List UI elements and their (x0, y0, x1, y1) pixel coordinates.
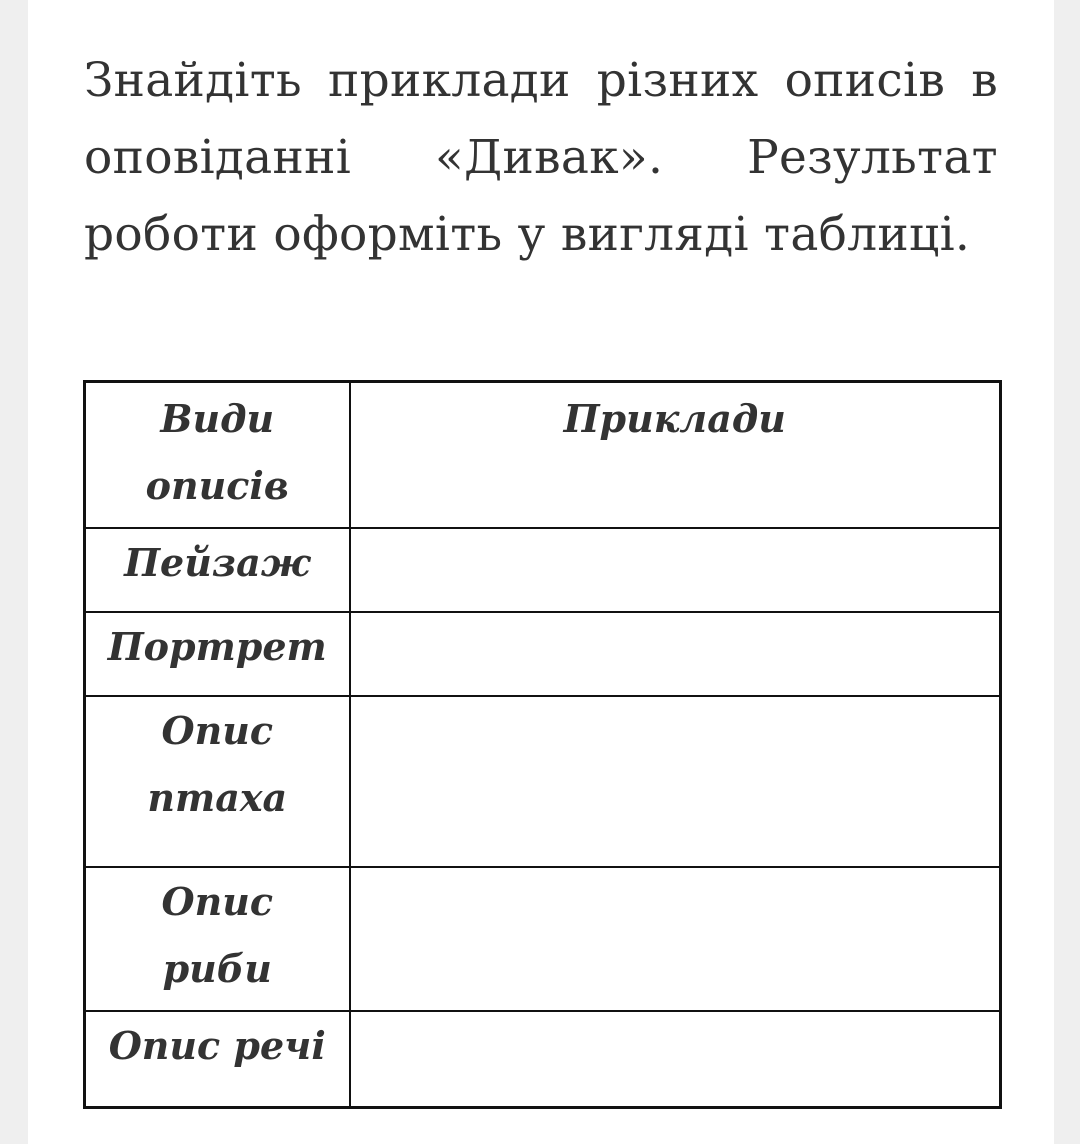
header-examples: Приклади (350, 382, 1001, 529)
row-type-landscape: Пейзаж (85, 528, 350, 612)
row-example-fish (350, 867, 1001, 1011)
row-example-bird (350, 696, 1001, 867)
page-card (28, 0, 1054, 1144)
table-row (85, 528, 1001, 612)
header-types-line2: описів (145, 463, 289, 508)
row-example-object (350, 1011, 1001, 1107)
row-type-object: Опис речі (85, 1011, 350, 1107)
row-example-portrait (350, 612, 1001, 696)
row-type-fish: Опис риби (85, 867, 350, 1011)
table-row (85, 696, 1001, 867)
table-row (85, 612, 1001, 696)
table-row (85, 1011, 1001, 1107)
descriptions-table (83, 380, 1002, 1109)
table-header-row (85, 382, 1001, 529)
row-type-portrait: Портрет (85, 612, 350, 696)
row-example-landscape (350, 528, 1001, 612)
row-type-bird: Опис птаха (85, 696, 350, 867)
header-types-line1: Види (160, 396, 275, 441)
task-text: Знайдіть приклади різних описів в оповіданні «Дивак». Результат роботи оформіть у вигляді таблиці. (84, 53, 998, 262)
header-description-types (85, 382, 350, 529)
table-row (85, 867, 1001, 1011)
